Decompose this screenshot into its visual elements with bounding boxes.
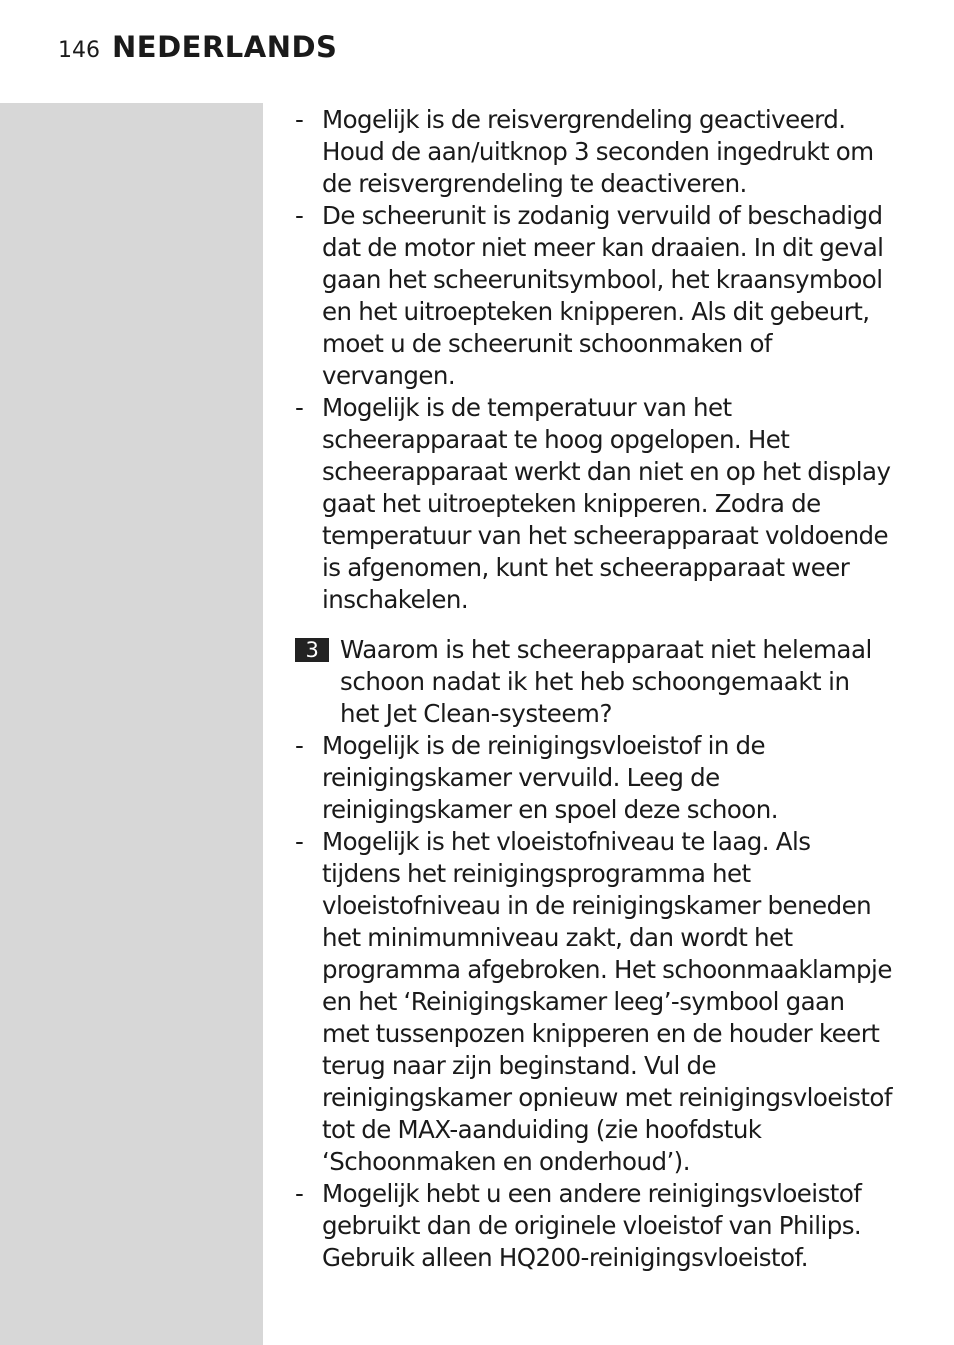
list-item-text: Mogelijk hebt u een andere reinigingsvloeistof gebruikt dan de originele vloeistof van Philips. Gebruik alleen HQ200-reinigingsvloeistof. — [322, 1179, 862, 1272]
list-item — [295, 104, 895, 200]
bullet-dash: - — [295, 105, 304, 134]
list-item-text: Mogelijk is de reisvergrendeling geactiveerd. Houd de aan/uitknop 3 seconden ingedrukt om de reisvergrendeling te deactiveren. — [322, 105, 874, 198]
bullet-dash: - — [295, 393, 304, 422]
question-heading — [295, 634, 895, 730]
bullet-dash: - — [295, 827, 304, 856]
page-number: 146 — [58, 38, 100, 63]
list-item — [295, 826, 895, 1178]
list-item — [295, 200, 895, 392]
list-item-text: De scheerunit is zodanig vervuild of beschadigd dat de motor niet meer kan draaien. In dit geval gaan het scheerunitsymbool, het kraansymbool en het uitroepteken knipperen. Als dit gebeurt, moet u de scheerunit schoonmaken of vervangen. — [322, 201, 884, 390]
list-item — [295, 1178, 895, 1274]
list-item-text: Mogelijk is het vloeistofniveau te laag. Als tijdens het reinigingsprogramma het vloeistofniveau in de reinigingskamer beneden het minimumniveau zakt, dan wordt het programma afgebroken. Het schoonmaaklampje en het ‘Reinigingskamer leeg’-symbool gaan met tussenpozen knipperen en de houder keert terug naar zijn beginstand. Vul de reinigingskamer opnieuw met reinigingsvloeistof tot de MAX-aanduiding (zie hoofdstuk ‘Schoonmaken en onderhoud’). — [322, 827, 892, 1176]
main-content — [295, 104, 895, 1274]
question-text: Waarom is het scheerapparaat niet helemaal schoon nadat ik het heb schoongemaakt in het Jet Clean-systeem? — [340, 635, 872, 728]
list-item-text: Mogelijk is de temperatuur van het scheerapparaat te hoog opgelopen. Het scheerapparaat werkt dan niet en op het display gaat het uitroepteken knipperen. Zodra de temperatuur van het scheerapparaat voldoende is afgenomen, kunt het scheerapparaat weer inschakelen. — [322, 393, 891, 614]
list-item — [295, 392, 895, 616]
list-item-text: Mogelijk is de reinigingsvloeistof in de reinigingskamer vervuild. Leeg de reinigingskamer en spoel deze schoon. — [322, 731, 778, 824]
sidebar-panel — [0, 103, 263, 1345]
step-number-badge: 3 — [295, 638, 329, 662]
bullet-dash: - — [295, 201, 304, 230]
page-header — [58, 30, 337, 78]
bullet-dash: - — [295, 1179, 304, 1208]
section-title: NEDERLANDS — [112, 30, 338, 64]
bullet-dash: - — [295, 731, 304, 760]
list-item — [295, 730, 895, 826]
